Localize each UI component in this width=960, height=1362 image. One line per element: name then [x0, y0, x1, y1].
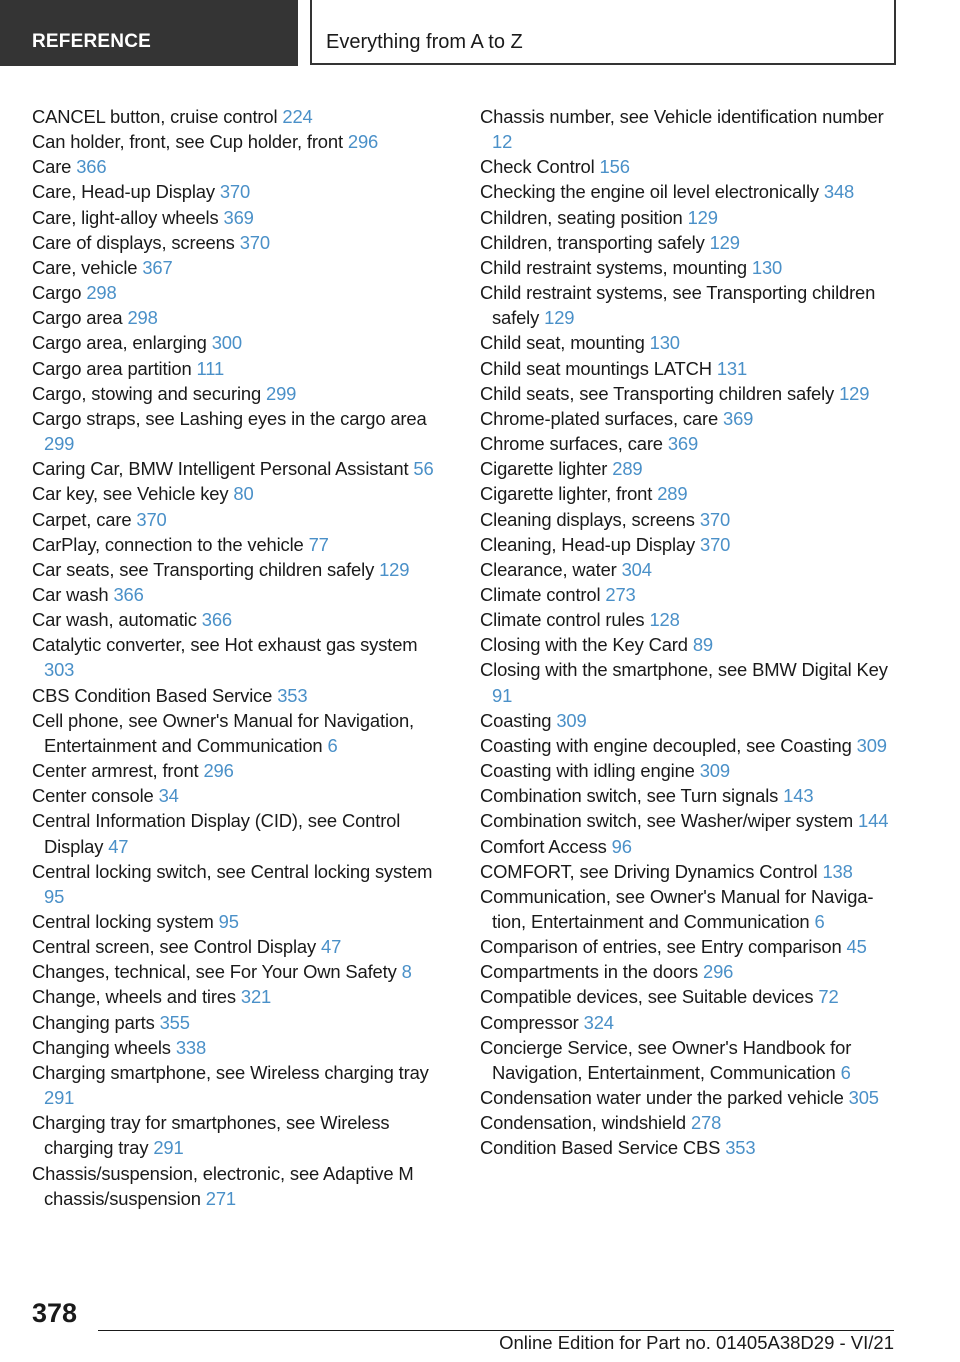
index-entry — [480, 733, 900, 758]
index-entry-term: Combination switch, see Turn signals — [480, 785, 779, 807]
page-reference-link[interactable]: 89 — [692, 634, 713, 656]
index-entry — [32, 129, 442, 154]
index-entry-term: Car wash, automatic — [32, 609, 197, 631]
index-entry — [480, 884, 900, 934]
page-reference-link[interactable]: 366 — [113, 583, 144, 605]
page-reference-link[interactable]: 291 — [44, 1087, 75, 1109]
page-reference-link[interactable]: 273 — [605, 583, 636, 605]
page-reference-link[interactable]: 131 — [716, 357, 748, 379]
index-entry-term: CarPlay, connection to the vehicle — [32, 533, 304, 555]
index-entry-term: Comparison of entries, see Entry comparison — [480, 936, 842, 958]
index-entry — [32, 1010, 442, 1035]
page-reference-link[interactable]: 144 — [858, 810, 889, 832]
page-reference-link[interactable]: 367 — [142, 256, 173, 278]
index-entry-term: Climate control — [480, 583, 601, 605]
index-entry-term: Change, wheels and tires — [32, 986, 236, 1008]
index-entry — [480, 356, 900, 381]
index-entry-term: Cargo, stowing and securing — [32, 382, 262, 404]
index-entry-term: Cargo area partition — [32, 357, 192, 379]
index-entry-term: Combination switch, see Washer/wiper system — [480, 810, 854, 832]
index-entry — [32, 758, 442, 783]
index-entry — [480, 1035, 900, 1085]
index-entry-term: Changing parts — [32, 1011, 155, 1033]
index-entry — [480, 1010, 900, 1035]
index-entry-term: Cargo — [32, 282, 82, 304]
index-entry-term: Care, Head-up Display — [32, 181, 215, 203]
index-entry — [480, 481, 900, 506]
index-entry — [32, 959, 442, 984]
index-entry — [32, 507, 442, 532]
index-entry-term: Child seat mountings LATCH — [480, 357, 712, 379]
page-reference-link[interactable]: 6 — [814, 911, 825, 932]
index-entry-term: Cleaning displays, screens — [480, 508, 695, 530]
index-entry — [32, 859, 442, 909]
page-reference-link[interactable]: 291 — [153, 1137, 184, 1159]
page-reference-link[interactable]: 309 — [556, 709, 587, 731]
index-entry — [32, 934, 442, 959]
index-entry — [32, 1060, 442, 1110]
index-entry-term: Changes, technical, see For Your Own Safety — [32, 961, 397, 983]
index-entry-term: Communication, see Owner's Manual for Navigation, Entertainment and Communication — [480, 885, 874, 932]
page-reference-link[interactable]: 224 — [282, 106, 313, 127]
page-reference-link[interactable]: 271 — [205, 1187, 236, 1209]
page-reference-link[interactable]: 370 — [699, 508, 731, 530]
index-entry — [480, 255, 900, 280]
index-entry-term: Cigarette lighter, front — [480, 483, 653, 505]
page-reference-link[interactable]: 95 — [44, 885, 65, 907]
index-entry-term: Care, vehicle — [32, 256, 138, 278]
page-reference-link[interactable]: 369 — [223, 206, 254, 228]
page-reference-link[interactable]: 348 — [823, 181, 855, 203]
page-reference-link[interactable]: 156 — [599, 156, 630, 178]
index-entry — [32, 280, 442, 305]
index-entry-term: Children, seating position — [480, 206, 683, 228]
index-entry — [480, 557, 900, 582]
page-reference-link[interactable]: 369 — [723, 407, 754, 429]
page-reference-link[interactable]: 370 — [136, 508, 167, 530]
index-entry-term: Central Information Display (CID), see Control Display — [32, 810, 401, 857]
page-reference-link[interactable]: 370 — [239, 231, 270, 253]
index-entry-term: Cargo straps, see Lashing eyes in the cargo area — [32, 407, 427, 429]
index-entry — [480, 657, 900, 707]
index-entry — [32, 481, 442, 506]
index-entry-term: Care of displays, screens — [32, 231, 235, 253]
index-entry — [32, 230, 442, 255]
index-entry — [32, 1035, 442, 1060]
page-reference-link[interactable]: 129 — [709, 231, 740, 253]
index-entry-term: CBS Condition Based Service — [32, 684, 273, 706]
page-reference-link[interactable]: 95 — [218, 911, 239, 932]
page-reference-link[interactable]: 299 — [266, 382, 297, 404]
index-entry — [32, 356, 442, 381]
index-column-right — [480, 104, 900, 1161]
index-entry-term: Coasting with engine decoupled, see Coasting — [480, 734, 852, 756]
page-reference-link[interactable]: 369 — [667, 433, 699, 455]
index-entry-term: Central locking system — [32, 911, 214, 932]
index-entry-term: Caring Car, BMW Intelligent Personal Assistant — [32, 458, 409, 480]
page-reference-link[interactable]: 324 — [583, 1011, 614, 1033]
index-entry — [480, 1085, 900, 1110]
index-entry-term: Condensation, windshield — [480, 1112, 686, 1134]
index-entry — [32, 305, 442, 330]
index-entry-term: Closing with the Key Card — [480, 634, 688, 656]
index-entry-term: Check Control — [480, 156, 595, 178]
index-entry — [480, 154, 900, 179]
page-number: 378 — [32, 1298, 78, 1328]
index-entry-term: COMFORT, see Driving Dynamics Control — [480, 860, 818, 882]
index-entry-term: Charging smartphone, see Wireless charging tray — [32, 1061, 429, 1083]
index-entry-term: Concierge Service, see Owner's Handbook for Navigation, Entertainment, Communication — [480, 1036, 852, 1083]
index-entry-term: Changing wheels — [32, 1036, 171, 1058]
index-entry — [32, 607, 442, 632]
index-entry-term: Compartments in the doors — [480, 961, 699, 983]
index-entry-term: CANCEL button, cruise control — [32, 106, 278, 127]
index-entry-term: Chrome-plated surfaces, care — [480, 407, 719, 429]
index-entry-term: Center armrest, front — [32, 760, 199, 782]
index-entry — [32, 456, 442, 481]
page-reference-link[interactable]: 96 — [611, 835, 632, 857]
page-reference-link[interactable]: 309 — [856, 734, 887, 756]
index-entry — [32, 205, 442, 230]
index-entry — [32, 808, 442, 858]
page-reference-link[interactable]: 34 — [158, 785, 179, 807]
index-entry — [32, 582, 442, 607]
page-reference-link[interactable]: 298 — [127, 307, 158, 329]
index-entry-term: Child restraint systems, mounting — [480, 256, 747, 278]
index-entry — [480, 230, 900, 255]
page-reference-link[interactable]: 289 — [612, 458, 643, 480]
index-entry — [480, 406, 900, 431]
index-entry — [32, 154, 442, 179]
index-entry — [32, 632, 442, 682]
index-entry — [32, 683, 442, 708]
page-reference-link[interactable]: 370 — [700, 533, 731, 555]
edition-footer: Online Edition for Part no. 01405A38D29 - VI/21 — [499, 1332, 894, 1353]
index-entry — [480, 179, 900, 204]
page-reference-link[interactable]: 300 — [211, 332, 242, 354]
index-entry — [32, 1161, 442, 1211]
section-tab: REFERENCE — [0, 0, 298, 66]
index-entry-term: Cigarette lighter — [480, 458, 608, 480]
index-entry-term: Carpet, care — [32, 508, 132, 530]
page-reference-link[interactable]: 309 — [699, 760, 730, 782]
page-reference-link[interactable]: 298 — [86, 282, 117, 304]
page-reference-link[interactable]: 304 — [621, 558, 652, 580]
page-reference-link[interactable]: 129 — [839, 382, 870, 404]
index-entry-term: Central locking switch, see Central locking system — [32, 860, 433, 882]
index-entry-term: Climate control rules — [480, 609, 645, 631]
index-entry-term: Child seats, see Transporting children safely — [480, 382, 835, 404]
page-reference-link[interactable]: 8 — [401, 961, 412, 983]
index-entry — [32, 783, 442, 808]
index-entry — [32, 406, 442, 456]
page-reference-link[interactable]: 353 — [277, 684, 308, 706]
index-entry — [480, 104, 900, 154]
page-reference-link[interactable]: 128 — [649, 609, 680, 631]
page-reference-link[interactable]: 91 — [492, 684, 513, 706]
index-entry-term: Clearance, water — [480, 558, 617, 580]
page-reference-link[interactable]: 130 — [751, 256, 783, 278]
page-reference-link[interactable]: 45 — [846, 936, 867, 958]
index-entry — [480, 582, 900, 607]
page-reference-link[interactable]: 129 — [379, 558, 410, 580]
index-entry — [480, 859, 900, 884]
page-reference-link[interactable]: 355 — [159, 1011, 190, 1033]
page-reference-link[interactable]: 129 — [687, 206, 718, 228]
page-reference-link[interactable]: 56 — [413, 458, 434, 480]
page-reference-link[interactable]: 143 — [783, 785, 814, 807]
page-reference-link[interactable]: 129 — [544, 307, 575, 329]
index-entry-term: Chrome surfaces, care — [480, 433, 663, 455]
index-entry — [480, 959, 900, 984]
index-entry — [480, 984, 900, 1009]
index-entry-term: Cleaning, Head-up Display — [480, 533, 696, 555]
index-entry — [32, 104, 442, 129]
index-entry-term: Children, transporting safely — [480, 231, 705, 253]
index-entry — [480, 758, 900, 783]
index-entry — [32, 984, 442, 1009]
index-entry-term: Car seats, see Transporting children safely — [32, 558, 375, 580]
page-reference-link[interactable]: 353 — [725, 1137, 756, 1159]
page-reference-link[interactable]: 6 — [840, 1061, 851, 1083]
index-entry-term: Cargo area, enlarging — [32, 332, 207, 354]
index-entry-term: Car wash — [32, 583, 109, 605]
page-reference-link[interactable]: 296 — [703, 961, 734, 983]
page-reference-link[interactable]: 305 — [848, 1087, 879, 1109]
index-entry-term: Chassis/suspension, electronic, see Adaptive M chassis/suspension — [32, 1162, 414, 1209]
index-entry — [480, 783, 900, 808]
index-entry — [32, 330, 442, 355]
index-entry — [480, 607, 900, 632]
index-entry — [480, 532, 900, 557]
page-reference-link[interactable]: 12 — [492, 131, 513, 153]
page-reference-link[interactable]: 366 — [201, 609, 232, 631]
index-entry-term: Chassis number, see Vehicle identification number — [480, 106, 884, 127]
index-column-left — [32, 104, 442, 1211]
index-entry-term: Cell phone, see Owner's Manual for Navigation, Entertainment and Communication — [32, 709, 414, 756]
index-entry — [32, 909, 442, 934]
page-reference-link[interactable]: 111 — [196, 357, 225, 379]
index-entry-term: Catalytic converter, see Hot exhaust gas system — [32, 634, 418, 656]
page-reference-link[interactable]: 289 — [657, 483, 688, 505]
page-reference-link[interactable]: 138 — [822, 860, 853, 882]
index-entry-term: Central screen, see Control Display — [32, 936, 317, 958]
index-entry — [32, 381, 442, 406]
index-entry-term: Care, light-alloy wheels — [32, 206, 219, 228]
index-entry — [480, 431, 900, 456]
index-entry — [32, 532, 442, 557]
index-entry — [480, 456, 900, 481]
index-entry-term: Cargo area — [32, 307, 123, 329]
index-entry — [480, 330, 900, 355]
index-entry-term: Can holder, front, see Cup holder, front — [32, 131, 343, 153]
index-entry-term: Center console — [32, 785, 154, 807]
index-entry — [480, 708, 900, 733]
footer-divider — [98, 1330, 894, 1331]
index-entry-term: Charging tray for smartphones, see Wireless charging tray — [32, 1112, 390, 1159]
index-entry — [32, 557, 442, 582]
index-entry — [480, 632, 900, 657]
index-entry — [480, 507, 900, 532]
page-reference-link[interactable]: 47 — [108, 835, 129, 857]
index-entry-term: Condensation water under the parked vehicle — [480, 1087, 844, 1109]
page-reference-link[interactable]: 72 — [818, 986, 839, 1008]
index-entry-term: Coasting — [480, 709, 552, 731]
page-reference-link[interactable]: 77 — [308, 533, 329, 555]
index-entry — [32, 255, 442, 280]
page-reference-link[interactable]: 47 — [321, 936, 342, 958]
page-reference-link[interactable]: 80 — [233, 483, 254, 505]
page-reference-link[interactable]: 299 — [44, 433, 75, 455]
page-reference-link[interactable]: 303 — [44, 659, 75, 681]
index-entry-term: Checking the engine oil level electronically — [480, 181, 819, 203]
index-entry — [32, 708, 442, 758]
page-reference-link[interactable]: 370 — [219, 181, 251, 203]
index-entry — [480, 934, 900, 959]
index-entry — [480, 834, 900, 859]
index-entry-term: Closing with the smartphone, see BMW Digital Key — [480, 659, 888, 681]
page-reference-link[interactable]: 6 — [327, 734, 338, 756]
index-entry-term: Coasting with idling engine — [480, 760, 695, 782]
page-reference-link[interactable]: 130 — [649, 332, 680, 354]
index-entry-term: Child seat, mounting — [480, 332, 645, 354]
index-entry-term: Condition Based Service CBS — [480, 1137, 721, 1159]
index-entry — [480, 808, 900, 833]
index-entry-term: Compressor — [480, 1011, 579, 1033]
page-header — [0, 0, 960, 66]
index-entry — [480, 280, 900, 330]
index-entry — [480, 205, 900, 230]
chapter-title: Everything from A to Z — [310, 0, 896, 65]
index-entry-term: Comfort Access — [480, 835, 607, 857]
page-reference-link[interactable]: 338 — [175, 1036, 207, 1058]
index-entry — [32, 179, 442, 204]
page-reference-link[interactable]: 366 — [76, 156, 107, 178]
page-reference-link[interactable]: 321 — [240, 986, 272, 1008]
page-reference-link[interactable]: 296 — [203, 760, 234, 782]
index-entry-term: Compatible devices, see Suitable devices — [480, 986, 814, 1008]
index-entry-term: Care — [32, 156, 72, 178]
index-entry — [32, 1110, 442, 1160]
index-entry — [480, 1135, 900, 1160]
index-entry — [480, 1110, 900, 1135]
page-reference-link[interactable]: 278 — [690, 1112, 722, 1134]
index-entry — [480, 381, 900, 406]
page-reference-link[interactable]: 296 — [347, 131, 379, 153]
index-entry-term: Child restraint systems, see Transporting children safely — [480, 282, 876, 329]
index-entry-term: Car key, see Vehicle key — [32, 483, 229, 505]
